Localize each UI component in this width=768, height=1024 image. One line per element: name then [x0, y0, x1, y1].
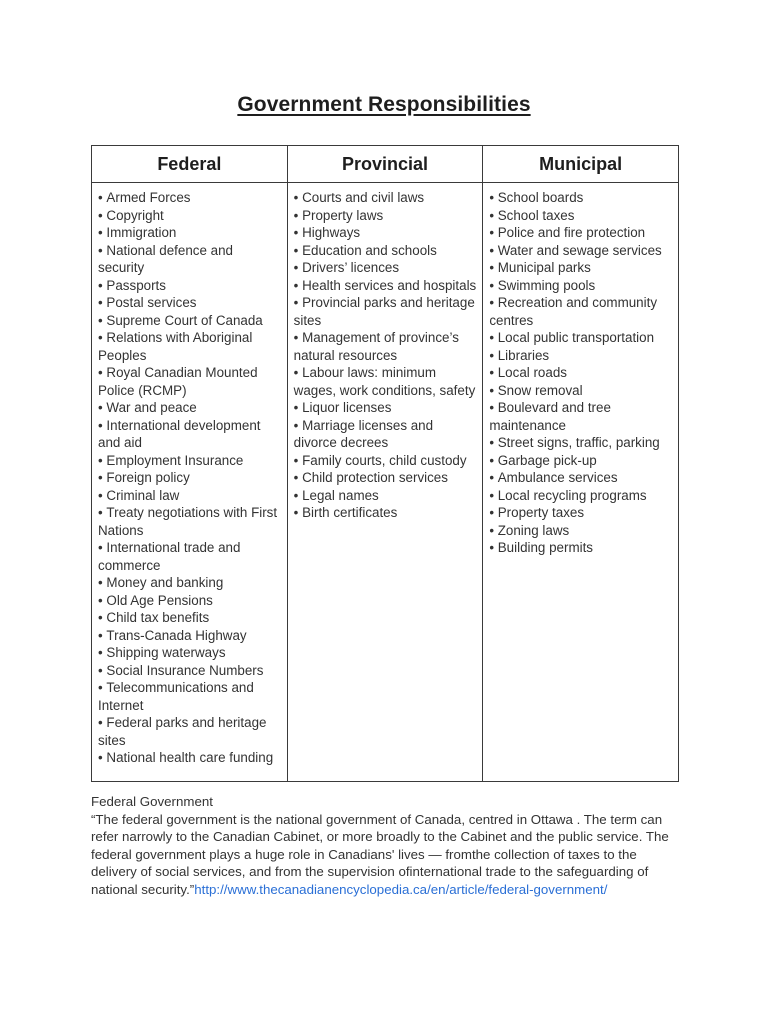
- list-item: • Birth certificates: [294, 504, 477, 522]
- list-item: • Property taxes: [489, 504, 672, 522]
- list-item: • Marriage licenses and divorce decrees: [294, 417, 477, 452]
- list-item: • Local public transportation: [489, 329, 672, 347]
- list-item: • Social Insurance Numbers: [98, 662, 281, 680]
- list-item: • Local recycling programs: [489, 487, 672, 505]
- list-item: • Old Age Pensions: [98, 592, 281, 610]
- list-item: • Recreation and community centres: [489, 294, 672, 329]
- list-item: • Building permits: [489, 539, 672, 557]
- list-item: • Garbage pick-up: [489, 452, 672, 470]
- list-item: • National health care funding: [98, 749, 281, 767]
- provincial-list: [294, 189, 477, 522]
- list-item: • Highways: [294, 224, 477, 242]
- list-item: • Local roads: [489, 364, 672, 382]
- list-item: • Armed Forces: [98, 189, 281, 207]
- notes-section: [91, 793, 681, 898]
- list-item: • Libraries: [489, 347, 672, 365]
- list-item: • Police and fire protection: [489, 224, 672, 242]
- list-item: • Street signs, traffic, parking: [489, 434, 672, 452]
- list-item: • Drivers’ licences: [294, 259, 477, 277]
- list-item: • Municipal parks: [489, 259, 672, 277]
- list-item: • Treaty negotiations with First Nations: [98, 504, 281, 539]
- list-item: • Supreme Court of Canada: [98, 312, 281, 330]
- table-header-row: [92, 146, 679, 183]
- federal-list: [98, 189, 281, 767]
- list-item: • Telecommunications and Internet: [98, 679, 281, 714]
- list-item: • National defence and security: [98, 242, 281, 277]
- list-item: • Family courts, child custody: [294, 452, 477, 470]
- notes-quote: “The federal government is the national government of Canada, centred in Ottawa . The term can refer narrowly to the Canadian Cabinet, or more broadly to the Cabinet and the public service. The federal government plays a huge role in Canadians' lives — fromthe collection of taxes to the delivery of social services, and from the supervision ofinternational trade to the safeguarding of national security.”: [91, 811, 669, 897]
- list-item: • Child tax benefits: [98, 609, 281, 627]
- list-item: • School boards: [489, 189, 672, 207]
- column-header-provincial: Provincial: [287, 146, 483, 183]
- list-item: • Water and sewage services: [489, 242, 672, 260]
- source-link[interactable]: http://www.thecanadianencyclopedia.ca/en/article/federal-government/: [194, 881, 608, 897]
- list-item: • Money and banking: [98, 574, 281, 592]
- list-item: • Liquor licenses: [294, 399, 477, 417]
- federal-cell: [92, 183, 288, 782]
- list-item: • Child protection services: [294, 469, 477, 487]
- list-item: • Criminal law: [98, 487, 281, 505]
- list-item: • Labour laws: minimum wages, work conditions, safety: [294, 364, 477, 399]
- list-item: • Provincial parks and heritage sites: [294, 294, 477, 329]
- list-item: • Education and schools: [294, 242, 477, 260]
- responsibilities-table: [91, 145, 679, 782]
- list-item: • International development and aid: [98, 417, 281, 452]
- list-item: • Copyright: [98, 207, 281, 225]
- list-item: • Management of province’s natural resources: [294, 329, 477, 364]
- table-body-row: [92, 183, 679, 782]
- list-item: • Trans-Canada Highway: [98, 627, 281, 645]
- list-item: • Courts and civil laws: [294, 189, 477, 207]
- list-item: • Swimming pools: [489, 277, 672, 295]
- list-item: • Passports: [98, 277, 281, 295]
- list-item: • Relations with Aboriginal Peoples: [98, 329, 281, 364]
- list-item: • Legal names: [294, 487, 477, 505]
- list-item: • Foreign policy: [98, 469, 281, 487]
- list-item: • Zoning laws: [489, 522, 672, 540]
- notes-quote-block: [91, 811, 681, 899]
- list-item: • War and peace: [98, 399, 281, 417]
- list-item: • Property laws: [294, 207, 477, 225]
- column-header-federal: Federal: [92, 146, 288, 183]
- provincial-cell: [287, 183, 483, 782]
- list-item: • Federal parks and heritage sites: [98, 714, 281, 749]
- list-item: • Ambulance services: [489, 469, 672, 487]
- notes-heading: Federal Government: [91, 794, 213, 809]
- document-title: Government Responsibilities: [237, 93, 531, 116]
- list-item: • Royal Canadian Mounted Police (RCMP): [98, 364, 281, 399]
- list-item: • Postal services: [98, 294, 281, 312]
- list-item: • School taxes: [489, 207, 672, 225]
- municipal-list: [489, 189, 672, 557]
- list-item: • Shipping waterways: [98, 644, 281, 662]
- list-item: • Health services and hospitals: [294, 277, 477, 295]
- list-item: • Boulevard and tree maintenance: [489, 399, 672, 434]
- column-header-municipal: Municipal: [483, 146, 679, 183]
- list-item: • Snow removal: [489, 382, 672, 400]
- municipal-cell: [483, 183, 679, 782]
- list-item: • Employment Insurance: [98, 452, 281, 470]
- list-item: • Immigration: [98, 224, 281, 242]
- list-item: • International trade and commerce: [98, 539, 281, 574]
